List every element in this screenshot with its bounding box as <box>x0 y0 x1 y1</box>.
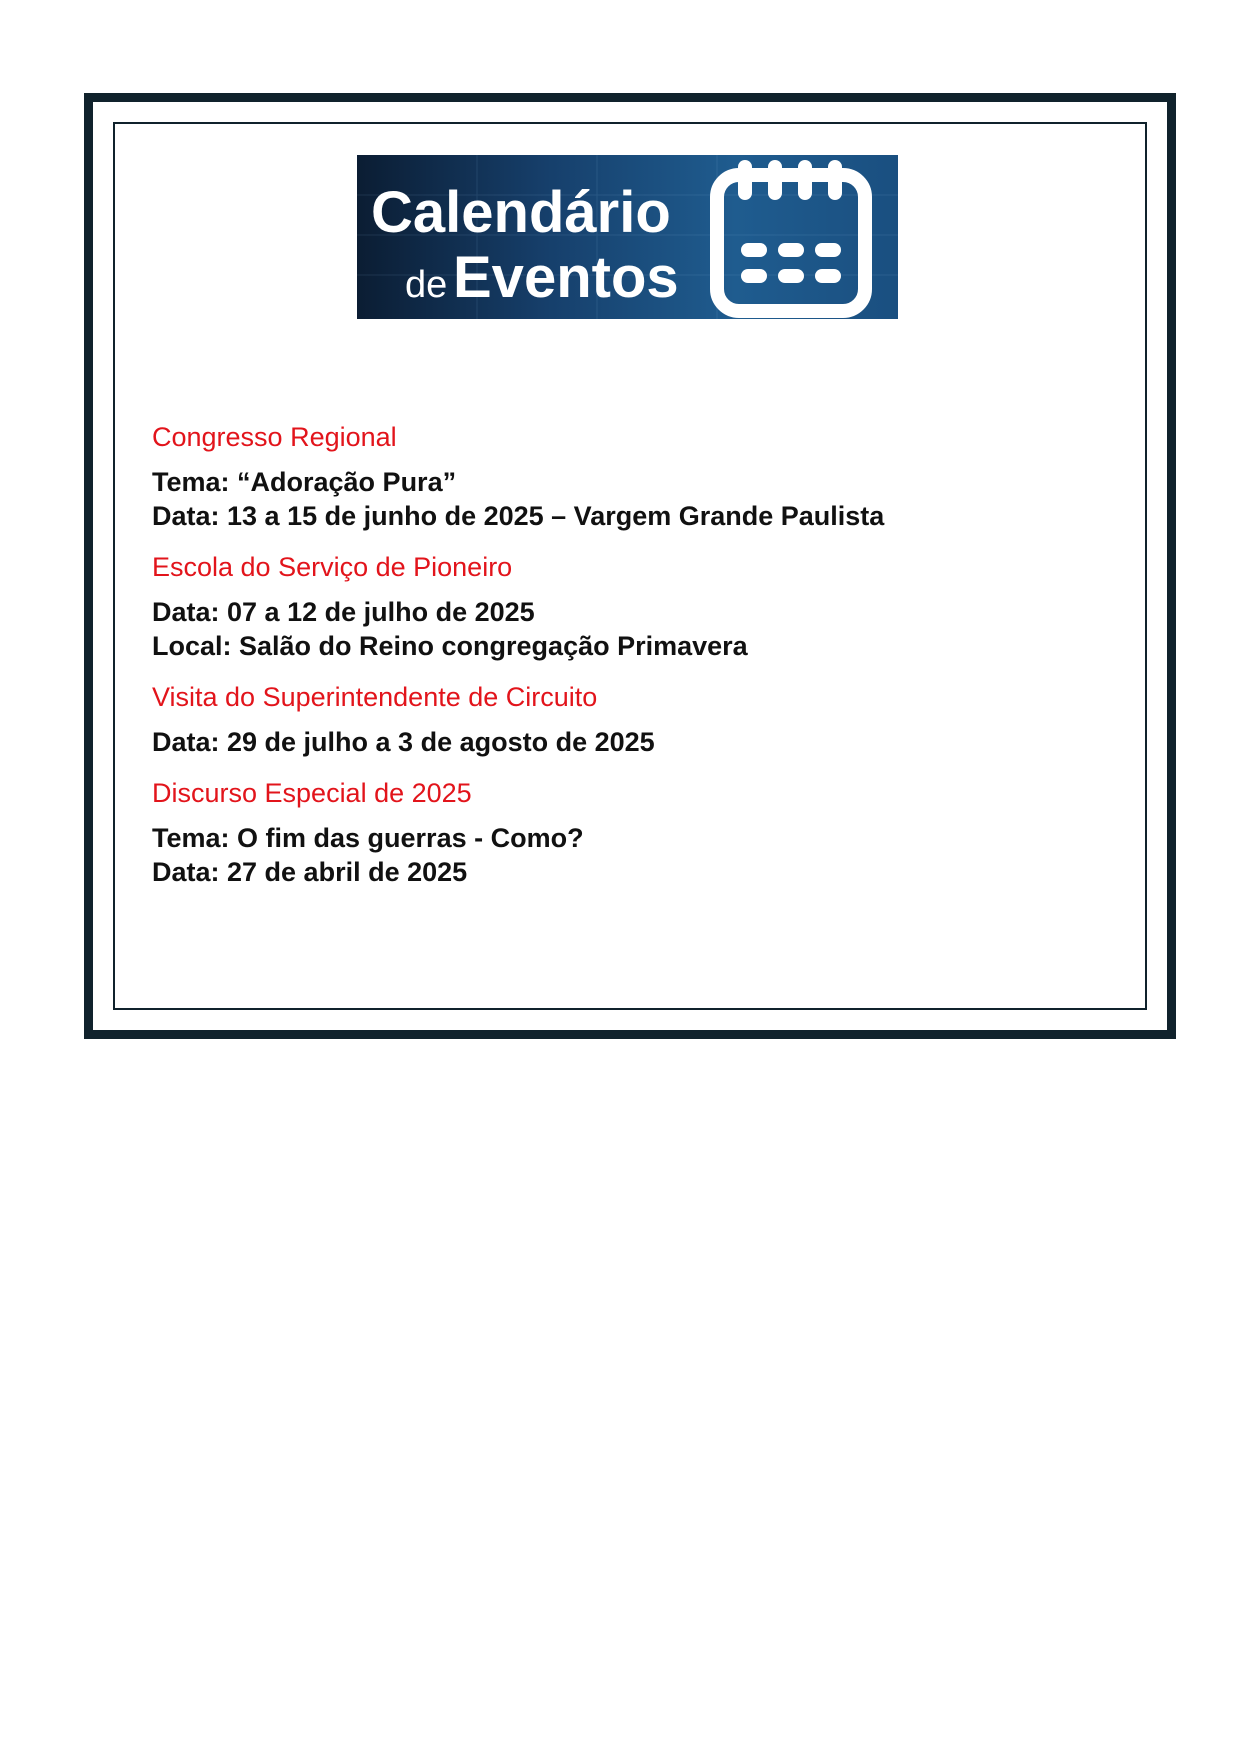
event-detail: Local: Salão do Reino congregação Primavera <box>152 631 748 661</box>
event-detail: Data: 13 a 15 de junho de 2025 – Vargem Grande Paulista <box>152 501 885 531</box>
event-item <box>152 680 1112 759</box>
banner-title-de: de <box>405 264 448 306</box>
banner-title-line1: Calendário <box>371 180 671 245</box>
banner-title-line2: Eventos <box>453 245 679 310</box>
event-title: Congresso Regional <box>152 422 397 452</box>
event-item <box>152 550 1112 663</box>
event-title: Visita do Superintendente de Circuito <box>152 682 598 712</box>
event-detail: Tema: “Adoração Pura” <box>152 467 457 497</box>
event-detail: Data: 07 a 12 de julho de 2025 <box>152 597 535 627</box>
events-list <box>152 420 1112 906</box>
event-detail: Data: 27 de abril de 2025 <box>152 857 468 887</box>
event-item <box>152 420 1112 533</box>
event-detail: Tema: O fim das guerras - Como? <box>152 823 584 853</box>
event-title: Escola do Serviço de Pioneiro <box>152 552 513 582</box>
event-item <box>152 776 1112 889</box>
banner-graphic <box>357 155 898 319</box>
event-detail: Data: 29 de julho a 3 de agosto de 2025 <box>152 727 655 757</box>
calendar-banner <box>357 155 898 319</box>
event-title: Discurso Especial de 2025 <box>152 778 472 808</box>
